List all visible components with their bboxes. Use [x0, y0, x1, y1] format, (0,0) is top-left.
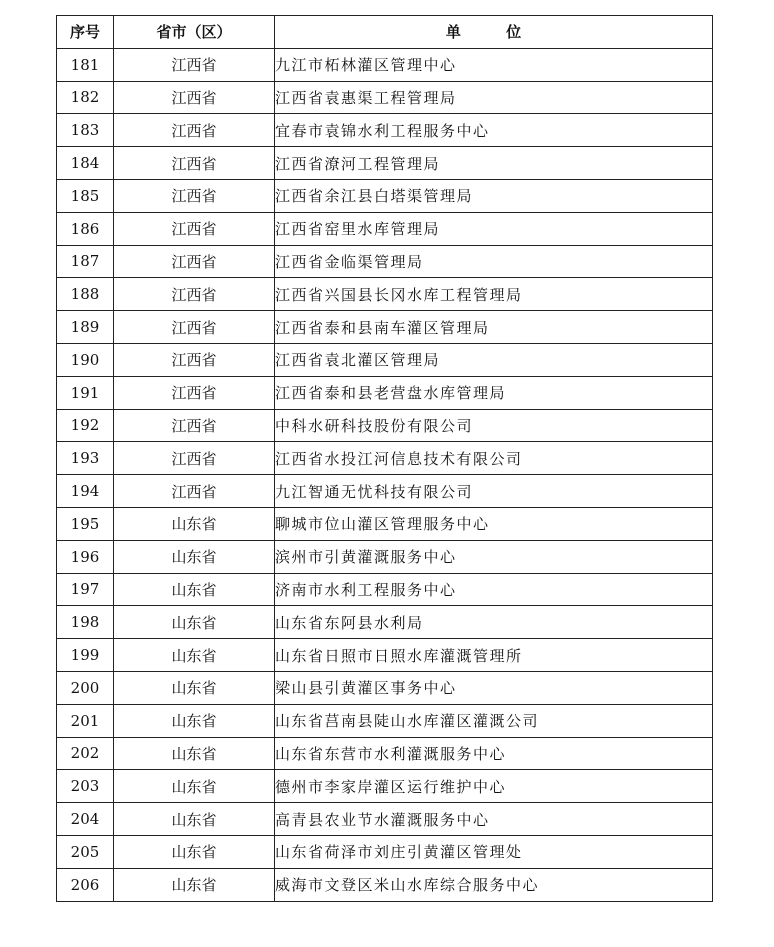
row-province: 江西省: [114, 311, 275, 344]
row-serial-number: 196: [57, 540, 114, 573]
table-row: [57, 737, 713, 770]
table-row: [57, 212, 713, 245]
row-serial-number: 181: [57, 48, 114, 81]
row-unit-name: 梁山县引黄灌区事务中心: [275, 671, 713, 704]
row-province: 山东省: [114, 868, 275, 901]
row-serial-number: 188: [57, 278, 114, 311]
table-row: [57, 245, 713, 278]
row-serial-number: 197: [57, 573, 114, 606]
row-serial-number: 183: [57, 114, 114, 147]
row-serial-number: 193: [57, 442, 114, 475]
table-row: [57, 147, 713, 180]
table-row: [57, 343, 713, 376]
row-unit-name: 山东省荷泽市刘庄引黄灌区管理处: [275, 835, 713, 868]
row-unit-name: 济南市水利工程服务中心: [275, 573, 713, 606]
row-serial-number: 192: [57, 409, 114, 442]
table-body: [57, 48, 713, 901]
row-province: 江西省: [114, 114, 275, 147]
table-header-row: [57, 16, 713, 49]
row-serial-number: 194: [57, 475, 114, 508]
row-serial-number: 187: [57, 245, 114, 278]
row-unit-name: 山东省东营市水利灌溉服务中心: [275, 737, 713, 770]
unit-list-table: [56, 15, 713, 902]
row-province: 江西省: [114, 48, 275, 81]
row-unit-name: 江西省水投江河信息技术有限公司: [275, 442, 713, 475]
row-unit-name: 江西省余江县白塔渠管理局: [275, 179, 713, 212]
table-row: [57, 81, 713, 114]
row-province: 江西省: [114, 442, 275, 475]
row-serial-number: 200: [57, 671, 114, 704]
row-province: 山东省: [114, 803, 275, 836]
table-row: [57, 311, 713, 344]
row-province: 山东省: [114, 835, 275, 868]
row-province: 山东省: [114, 704, 275, 737]
table-row: [57, 507, 713, 540]
row-serial-number: 199: [57, 639, 114, 672]
row-province: 江西省: [114, 147, 275, 180]
row-serial-number: 182: [57, 81, 114, 114]
row-unit-name: 江西省兴国县长冈水库工程管理局: [275, 278, 713, 311]
row-serial-number: 205: [57, 835, 114, 868]
row-serial-number: 184: [57, 147, 114, 180]
table-row: [57, 114, 713, 147]
row-province: 江西省: [114, 212, 275, 245]
row-unit-name: 高青县农业节水灌溉服务中心: [275, 803, 713, 836]
row-province: 山东省: [114, 507, 275, 540]
row-unit-name: 滨州市引黄灌溉服务中心: [275, 540, 713, 573]
row-unit-name: 江西省金临渠管理局: [275, 245, 713, 278]
row-province: 江西省: [114, 179, 275, 212]
table-row: [57, 606, 713, 639]
table-row: [57, 179, 713, 212]
row-unit-name: 中科水研科技股份有限公司: [275, 409, 713, 442]
row-province: 江西省: [114, 81, 275, 114]
row-unit-name: 江西省泰和县南车灌区管理局: [275, 311, 713, 344]
table-row: [57, 376, 713, 409]
table-row: [57, 540, 713, 573]
row-province: 山东省: [114, 573, 275, 606]
row-serial-number: 203: [57, 770, 114, 803]
table-row: [57, 770, 713, 803]
row-serial-number: 202: [57, 737, 114, 770]
row-serial-number: 195: [57, 507, 114, 540]
row-province: 江西省: [114, 409, 275, 442]
row-serial-number: 189: [57, 311, 114, 344]
table-row: [57, 803, 713, 836]
row-province: 山东省: [114, 671, 275, 704]
header-province: 省市（区）: [114, 16, 275, 49]
row-unit-name: 江西省袁惠渠工程管理局: [275, 81, 713, 114]
header-serial-number: 序号: [57, 16, 114, 49]
row-province: 山东省: [114, 770, 275, 803]
row-province: 江西省: [114, 245, 275, 278]
table-row: [57, 704, 713, 737]
table-row: [57, 409, 713, 442]
row-serial-number: 206: [57, 868, 114, 901]
row-province: 山东省: [114, 737, 275, 770]
row-unit-name: 德州市李家岸灌区运行维护中心: [275, 770, 713, 803]
row-serial-number: 198: [57, 606, 114, 639]
row-unit-name: 宜春市袁锦水利工程服务中心: [275, 114, 713, 147]
header-unit: 单 位: [275, 16, 713, 49]
table-row: [57, 48, 713, 81]
row-province: 江西省: [114, 278, 275, 311]
row-serial-number: 191: [57, 376, 114, 409]
row-province: 江西省: [114, 376, 275, 409]
row-serial-number: 190: [57, 343, 114, 376]
row-unit-name: 山东省日照市日照水库灌溉管理所: [275, 639, 713, 672]
row-province: 山东省: [114, 540, 275, 573]
table-row: [57, 442, 713, 475]
table-row: [57, 475, 713, 508]
table-row: [57, 278, 713, 311]
row-unit-name: 九江智通无忧科技有限公司: [275, 475, 713, 508]
table-row: [57, 639, 713, 672]
row-province: 山东省: [114, 639, 275, 672]
row-province: 江西省: [114, 475, 275, 508]
row-unit-name: 山东省东阿县水利局: [275, 606, 713, 639]
table-row: [57, 835, 713, 868]
row-unit-name: 江西省潦河工程管理局: [275, 147, 713, 180]
row-serial-number: 201: [57, 704, 114, 737]
row-unit-name: 九江市柘林灌区管理中心: [275, 48, 713, 81]
row-province: 山东省: [114, 606, 275, 639]
table-row: [57, 573, 713, 606]
row-unit-name: 威海市文登区米山水库综合服务中心: [275, 868, 713, 901]
row-serial-number: 185: [57, 179, 114, 212]
table-row: [57, 671, 713, 704]
row-unit-name: 山东省莒南县陡山水库灌区灌溉公司: [275, 704, 713, 737]
row-unit-name: 江西省袁北灌区管理局: [275, 343, 713, 376]
row-unit-name: 聊城市位山灌区管理服务中心: [275, 507, 713, 540]
row-unit-name: 江西省泰和县老营盘水库管理局: [275, 376, 713, 409]
row-serial-number: 204: [57, 803, 114, 836]
row-serial-number: 186: [57, 212, 114, 245]
table-row: [57, 868, 713, 901]
row-unit-name: 江西省窑里水库管理局: [275, 212, 713, 245]
row-province: 江西省: [114, 343, 275, 376]
